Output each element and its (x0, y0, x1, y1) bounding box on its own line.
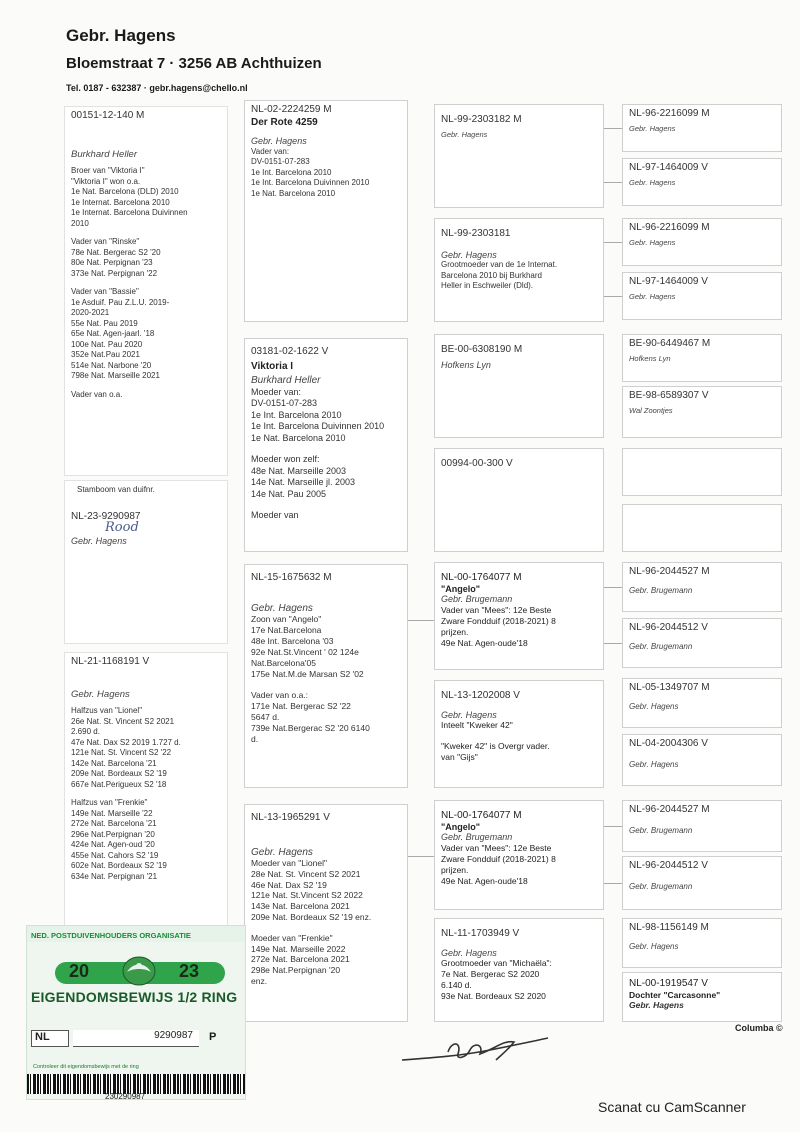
gen4-owner: Gebr. Hagens (629, 177, 676, 187)
gen4-box-7 (622, 448, 782, 496)
note-line: 739e Nat.Bergerac S2 '20 6140 (251, 723, 370, 733)
sire-ring: 00151-12-140 M (71, 110, 145, 121)
gen3-ring: BE-00-6308190 M (441, 344, 523, 355)
gen3-ring: NL-11-1703949 V (441, 928, 520, 939)
note-line: 171e Nat. Bergerac S2 '22 (251, 701, 351, 711)
note-line: 634e Nat. Perpignan '21 (71, 871, 158, 881)
gen3-ring: NL-99-2303182 M (441, 114, 522, 125)
gen3-owner: Gebr. Hagens (441, 249, 497, 260)
gen4-ring: NL-96-2216099 M (629, 222, 710, 233)
card-country: NL (31, 1030, 69, 1047)
note-line: 121e Nat. St.Vincent S2 2022 (251, 890, 363, 901)
gen4-ring: NL-96-2044527 M (629, 804, 710, 815)
note-line: d. (251, 734, 259, 744)
note-line: 1e Int. Barcelona 2010 (251, 167, 332, 177)
gen2-box-1 (244, 100, 408, 322)
connector-line (604, 643, 622, 644)
note-line: 143e Nat. Barcelona 2021 (251, 901, 350, 912)
gen3-name: "Angelo" (441, 821, 481, 832)
note-line: 47e Nat. Dax S2 2019 1.727 d. (71, 737, 181, 747)
card-org: NED. POSTDUIVENHOUDERS ORGANISATIE (27, 926, 245, 942)
breeder-contact: Tel. 0187 - 632387 · gebr.hagens@chello.nl (66, 83, 248, 93)
note-line: 5647 d. (251, 712, 280, 722)
dam-notes-1 (71, 706, 221, 790)
breeder-name: Gebr. Hagens (66, 26, 176, 45)
note-line: 80e Nat. Perpignan '23 (71, 258, 153, 267)
gen4-ring: NL-00-1919547 V (629, 978, 708, 989)
camscanner-label: Scanat cu CamScanner (598, 1099, 746, 1115)
gen4-owner: Gebr. Hagens (629, 291, 676, 301)
note-line: 352e Nat.Pau 2021 (71, 350, 140, 359)
note-line: Moeder van (251, 510, 299, 520)
note-line: 65e Nat. Agen-jaarl. '18 (71, 329, 155, 338)
note-line: Zware Fondduif (2018-2021) 8 (441, 853, 556, 864)
gen4-box-11 (622, 678, 782, 728)
stamboom-ring: NL-23-9290987 (71, 510, 141, 522)
gen3-ring: NL-00-1764077 M (441, 810, 522, 821)
note-line: enz. (251, 975, 268, 986)
barcode-number: 230290987 (105, 1092, 146, 1100)
gen4-ring: NL-96-2044527 M (629, 566, 710, 577)
gen4-box-16 (622, 972, 782, 1022)
note-line: 14e Nat. Marseille jl. 2003 (251, 477, 356, 487)
gen3-name: "Angelo" (441, 583, 481, 594)
gen2-name: Der Rote 4259 (251, 116, 318, 128)
sire-notes-2 (71, 237, 221, 279)
gen2-box-3 (244, 564, 408, 788)
gen4-ring: NL-98-1156149 M (629, 922, 709, 933)
note-line: Nat.Barcelona'05 (251, 658, 316, 668)
gen3-box-6 (434, 680, 604, 788)
note-line: 514e Nat. Narbone '20 (71, 360, 152, 370)
note-line: 49e Nat. Agen-oude'18 (441, 875, 528, 886)
gen4-box-1 (622, 104, 782, 152)
note-line: 49e Nat. Agen-oude'18 (441, 637, 528, 648)
stamboom-title: Stamboom van duifnr. (77, 485, 155, 494)
note-line: 2.690 d. (71, 727, 100, 736)
gen3-owner: Gebr. Hagens (441, 947, 497, 958)
note-line: 7e Nat. Bergerac S2 2020 (441, 969, 540, 979)
gen4-box-14 (622, 856, 782, 910)
note-line: van "Gijs" (441, 752, 478, 762)
note-line: 296e Nat.Perpignan '20 (71, 829, 155, 839)
gen4-box-5 (622, 334, 782, 382)
connector-line (604, 826, 622, 827)
gen3-ring: NL-00-1764077 M (441, 572, 522, 583)
gen3-box-4 (434, 448, 604, 552)
gen3-box-7 (434, 800, 604, 910)
note-line: 6.140 d. (441, 980, 472, 990)
gen4-box-6 (622, 386, 782, 438)
note-line: 667e Nat.Perigueux S2 '18 (71, 779, 167, 789)
note-line: Vader van o.a.: (251, 690, 309, 700)
gen4-ring: BE-98-6589307 V (629, 390, 709, 401)
connector-line (604, 587, 622, 588)
note-line: Moeder won zelf: (251, 454, 320, 464)
gen4-ring: NL-96-2044512 V (629, 622, 708, 633)
note-line: 1e Nat. Barcelona 2010 (251, 432, 346, 443)
gen4-ring: NL-04-2004306 V (629, 738, 708, 749)
note-line: 1e Int. Barcelona Duivinnen 2010 (251, 178, 370, 187)
gen4-ring: NL-96-2216099 M (629, 108, 710, 119)
gen2-owner: Gebr. Hagens (251, 846, 313, 858)
note-line: Vader van "Rinske" (71, 237, 140, 246)
gen3-box-5 (434, 562, 604, 670)
connector-line (604, 182, 622, 183)
card-note: Controleer dit eigendomsbewijs met de ring (33, 1064, 139, 1070)
gen4-box-10 (622, 618, 782, 668)
gen2-box-2 (244, 338, 408, 552)
gen3-ring: NL-13-1202008 V (441, 690, 520, 701)
note-line: 93e Nat. Bordeaux S2 2020 (441, 991, 546, 1001)
note-line: Broer van "Viktoria I" (71, 166, 145, 175)
card-p: P (209, 1031, 217, 1043)
note-line: 1e Internat. Barcelona Duivinnen (71, 208, 188, 217)
gen4-owner: Gebr. Brugemann (629, 881, 693, 891)
note-line: 1e Internat. Barcelona 2010 (71, 197, 170, 207)
note-line: 298e Nat.Perpignan '20 (251, 965, 341, 976)
note-line: 209e Nat. Bordeaux S2 '19 enz. (251, 911, 372, 922)
dam-notes-2 (71, 798, 221, 882)
note-line: 26e Nat. St. Vincent S2 2021 (71, 716, 175, 726)
note-line: 2020-2021 (71, 308, 110, 317)
gen4-box-4 (622, 272, 782, 320)
note-line: 602e Nat. Bordeaux S2 '19 (71, 861, 167, 870)
note-line: 175e Nat.M.de Marsan S2 '02 (251, 669, 364, 679)
gen3-ring: 00994-00-300 V (441, 458, 513, 469)
gen4-ring: NL-97-1464009 V (629, 162, 708, 173)
gen4-owner: Gebr. Hagens (629, 941, 679, 951)
gen4-owner: Wal Zoontjes (629, 405, 673, 415)
note-line: "Viktoria I" won o.a. (71, 176, 141, 186)
stamboom-color: Rood (105, 520, 139, 535)
gen2-name: Viktoria I (251, 360, 294, 372)
note-line: 1e Int. Barcelona Duivinnen 2010 (251, 421, 385, 431)
gen4-box-8 (622, 504, 782, 552)
note-line: 121e Nat. St. Vincent S2 '22 (71, 748, 172, 757)
note-line: Vader van "Mees": 12e Beste (441, 842, 552, 853)
gen4-box-3 (622, 218, 782, 266)
connector-line (408, 620, 434, 621)
gen4-owner: Gebr. Brugemann (629, 585, 693, 595)
ownership-card (26, 925, 246, 1100)
note-line: Moeder van: (251, 386, 302, 397)
gen4-owner: Gebr. Hagens (629, 237, 676, 247)
gen3-box-1 (434, 104, 604, 208)
gen4-box-2 (622, 158, 782, 206)
note-line: Grootmoeder van de 1e Internat. (441, 260, 558, 269)
gen4-name: Dochter "Carcasonne" (629, 989, 721, 1000)
note-line: Barcelona 2010 bij Burkhard (441, 270, 542, 280)
sire-owner: Burkhard Heller (71, 148, 137, 160)
gen4-owner: Hofkens Lyn (629, 353, 671, 363)
card-title: EIGENDOMSBEWIJS 1/2 RING (31, 989, 238, 1005)
note-line: 55e Nat. Pau 2019 (71, 318, 138, 328)
note-line: 455e Nat. Cahors S2 '19 (71, 850, 159, 860)
note-line: 48e Int. Barcelona '03 (251, 636, 334, 646)
sire-notes-1 (71, 166, 221, 229)
gen4-box-13 (622, 800, 782, 852)
note-line: prijzen. (441, 626, 469, 637)
note-line: 17e Nat.Barcelona (251, 625, 322, 635)
note-line: Zware Fondduif (2018-2021) 8 (441, 615, 556, 626)
note-line: 272e Nat. Barcelona '21 (71, 819, 157, 828)
note-line: 100e Nat. Pau 2020 (71, 339, 143, 349)
gen2-owner: Gebr. Hagens (251, 602, 313, 614)
gen2-owner: Gebr. Hagens (251, 136, 307, 146)
note-line: 46e Nat. Dax S2 '19 (251, 879, 327, 890)
note-line: 149e Nat. Marseille 2022 (251, 943, 346, 954)
gen2-ring: NL-15-1675632 M (251, 572, 332, 583)
note-line: Zoon van "Angelo" (251, 614, 322, 624)
stamboom-owner: Gebr. Hagens (71, 535, 127, 546)
gen3-owner: Gebr. Brugemann (441, 832, 513, 842)
note-line: 424e Nat. Agen-oud '20 (71, 840, 155, 849)
note-line: prijzen. (441, 864, 469, 875)
gen3-owner: Gebr. Brugemann (441, 594, 513, 604)
signature-icon (400, 1030, 550, 1070)
gen3-box-8 (434, 918, 604, 1022)
note-line: 373e Nat. Perpignan '22 (71, 268, 158, 278)
columba-brand: Columba © (735, 1023, 783, 1033)
connector-line (408, 856, 434, 857)
gen4-ring: BE-90-6449467 M (629, 338, 711, 349)
note-line: 149e Nat. Marseille '22 (71, 808, 153, 818)
note-line: Inteelt "Kweker 42" (441, 720, 513, 730)
note-line: Moeder van "Lionel" (251, 858, 327, 868)
note-line: Moeder van "Frenkie" (251, 932, 333, 943)
note-line: Grootmoeder van "Michaëla": (441, 958, 552, 968)
note-line: 209e Nat. Bordeaux S2 '19 (71, 769, 167, 778)
gen2-owner: Burkhard Heller (251, 375, 321, 386)
note-line: 2010 (71, 218, 89, 228)
note-line: Vader van o.a. (71, 389, 123, 399)
note-line: 1e Nat. Barcelona (DLD) 2010 (71, 187, 179, 196)
note-line: "Kweker 42" is Overgr vader. (441, 741, 550, 751)
note-line: Heller in Eschweiler (Dld). (441, 281, 534, 290)
gen4-ring: NL-05-1349707 M (629, 682, 710, 693)
stamboom-box (64, 480, 228, 644)
gen2-ring: 03181-02-1622 V (251, 346, 329, 357)
sire-box (64, 106, 228, 476)
gen4-ring: NL-97-1464009 V (629, 276, 708, 287)
card-number: 9290987 (73, 1030, 199, 1047)
sire-notes-3 (71, 287, 221, 382)
gen2-box-4 (244, 804, 408, 1022)
bird-logo-icon (119, 954, 159, 988)
gen3-owner: Gebr. Hagens (441, 709, 497, 720)
dam-owner: Gebr. Hagens (71, 688, 130, 700)
note-line: 1e Int. Barcelona 2010 (251, 409, 342, 420)
gen2-ring: NL-13-1965291 V (251, 812, 330, 823)
note-line: Halfzus van "Frenkie" (71, 798, 148, 807)
dam-box (64, 652, 228, 930)
dam-ring: NL-21-1168191 V (71, 656, 150, 667)
gen3-box-2 (434, 218, 604, 322)
note-line: Vader van "Mees": 12e Beste (441, 604, 552, 615)
gen3-box-3 (434, 334, 604, 438)
gen2-ring: NL-02-2224259 M (251, 104, 332, 115)
note-line: 28e Nat. St. Vincent S2 2021 (251, 868, 361, 879)
gen4-owner: Gebr. Brugemann (629, 825, 693, 835)
gen4-owner: Gebr. Hagens (629, 123, 676, 133)
note-line: 798e Nat. Marseille 2021 (71, 371, 160, 380)
note-line: 48e Nat. Marseille 2003 (251, 465, 347, 476)
note-line: DV-0151-07-283 (251, 398, 318, 408)
note-line: 142e Nat. Barcelona '21 (71, 758, 157, 768)
gen4-owner: Gebr. Hagens (629, 759, 679, 769)
gen4-owner: Gebr. Hagens (629, 1000, 684, 1010)
note-line: Vader van: (251, 146, 290, 156)
note-line: 1e Nat. Barcelona 2010 (251, 188, 336, 198)
gen3-ring: NL-99-2303181 (441, 228, 511, 239)
connector-line (604, 296, 622, 297)
connector-line (604, 128, 622, 129)
note-line: 92e Nat.St.Vincent ' 02 124e (251, 647, 359, 657)
note-line: 14e Nat. Pau 2005 (251, 488, 327, 499)
gen4-box-9 (622, 562, 782, 612)
barcode-icon (27, 1074, 246, 1094)
connector-line (604, 883, 622, 884)
note-line: 272e Nat. Barcelona 2021 (251, 954, 350, 965)
gen3-owner: Hofkens Lyn (441, 359, 491, 370)
gen4-owner: Gebr. Hagens (629, 701, 679, 711)
note-line: Vader van "Bassie" (71, 287, 139, 296)
gen4-box-15 (622, 918, 782, 968)
note-line: Halfzus van "Lionel" (71, 706, 143, 715)
breeder-address: Bloemstraat 7 · 3256 AB Achthuizen (66, 55, 322, 72)
gen4-owner: Gebr. Brugemann (629, 641, 693, 651)
gen4-box-12 (622, 734, 782, 786)
note-line: 78e Nat. Bergerac S2 '20 (71, 247, 161, 257)
gen4-ring: NL-96-2044512 V (629, 860, 708, 871)
card-year-right: 23 (179, 961, 200, 981)
gen3-owner: Gebr. Hagens (441, 129, 488, 139)
card-year-left: 20 (69, 961, 90, 981)
note-line: DV-0151-07-283 (251, 157, 310, 166)
connector-line (604, 242, 622, 243)
note-line: 1e Asduif. Pau Z.L.U. 2019- (71, 297, 170, 307)
